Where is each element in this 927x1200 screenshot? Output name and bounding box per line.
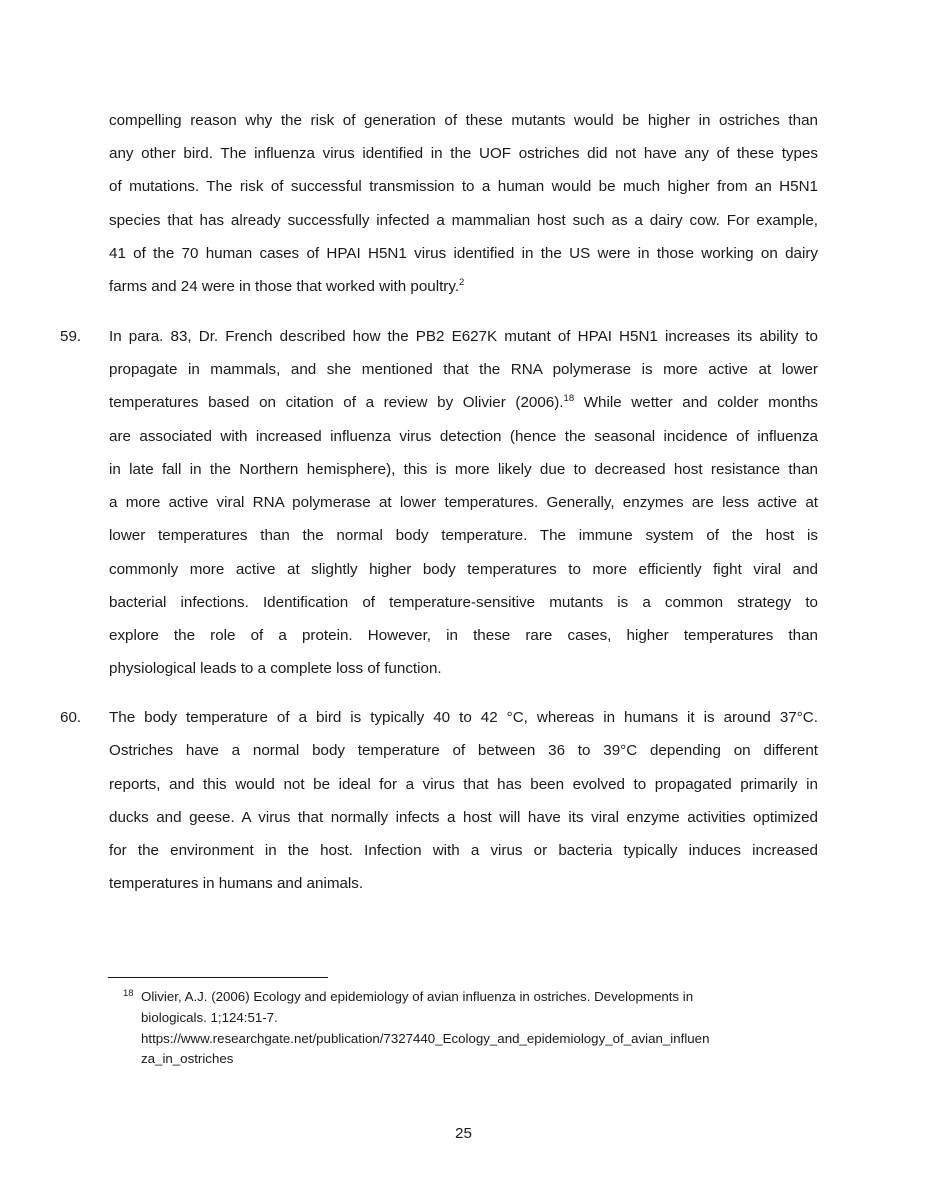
text-line: The body temperature of a bird is typically 40 to 42 °C, whereas in humans it is around 37°C. bbox=[109, 709, 818, 726]
text-line: bacterial infections. Identification of temperature-sensitive mutants is a common strategy to bbox=[109, 594, 818, 611]
footnote-line: biologicals. 1;124:51-7. bbox=[141, 1010, 278, 1025]
text-line: ducks and geese. A virus that normally infects a host will have its viral enzyme activities optimized bbox=[109, 809, 818, 826]
text-line: In para. 83, Dr. French described how the PB2 E627K mutant of HPAI H5N1 increases its ability to bbox=[109, 328, 818, 345]
paragraph-number: 59. bbox=[60, 328, 82, 345]
text-line: commonly more active at slightly higher body temperatures to more efficiently fight viral and bbox=[109, 561, 818, 578]
text-line: propagate in mammals, and she mentioned that the RNA polymerase is more active at lower bbox=[109, 361, 818, 378]
page-number: 25 bbox=[455, 1125, 472, 1142]
text-line: temperatures based on citation of a review by Olivier (2006).$^{18}$ While wetter and colder months bbox=[109, 393, 818, 411]
text-line: temperatures in humans and animals. bbox=[109, 875, 364, 892]
footnote-url[interactable]: https://www.researchgate.net/publication/7327440_Ecology_and_epidemiology_of_avian_influen bbox=[141, 1031, 710, 1046]
footnote-url[interactable]: za_in_ostriches bbox=[141, 1051, 234, 1066]
text-line: any other bird. The influenza virus identified in the UOF ostriches did not have any of these types bbox=[109, 145, 818, 162]
text-line: compelling reason why the risk of generation of these mutants would be higher in ostriches than bbox=[109, 112, 818, 129]
text-line: reports, and this would not be ideal for a virus that has been evolved to propagated primarily in bbox=[109, 776, 818, 793]
text-line: physiological leads to a complete loss of function. bbox=[109, 660, 442, 677]
paragraph-number: 60. bbox=[60, 709, 82, 726]
footnote-separator bbox=[108, 977, 328, 978]
footnote-ref[interactable]: 2 bbox=[459, 277, 465, 288]
text-line: a more active viral RNA polymerase at lower temperatures. Generally, enzymes are less active at bbox=[109, 494, 818, 511]
text-line: explore the role of a protein. However, in these rare cases, higher temperatures than bbox=[109, 627, 818, 644]
text-line: 41 of the 70 human cases of HPAI H5N1 virus identified in the US were in those working on dairy bbox=[109, 245, 818, 262]
text-line: for the environment in the host. Infection with a virus or bacteria typically induces increased bbox=[109, 842, 818, 859]
text-line: lower temperatures than the normal body temperature. The immune system of the host is bbox=[109, 527, 818, 544]
text-line: farms and 24 were in those that worked with poultry.$^2$ bbox=[109, 277, 465, 295]
text-line: Ostriches have a normal body temperature of between 36 to 39°C depending on different bbox=[109, 742, 818, 759]
text-line: species that has already successfully infected a mammalian host such as a dairy cow. For example, bbox=[109, 212, 818, 229]
text-line: of mutations. The risk of successful transmission to a human would be much higher from an H5N1 bbox=[109, 178, 818, 195]
footnote-ref[interactable]: 18 bbox=[563, 393, 575, 404]
footnote-line: Olivier, A.J. (2006) Ecology and epidemiology of avian influenza in ostriches. Developments in bbox=[141, 989, 694, 1004]
text-line: are associated with increased influenza virus detection (hence the seasonal incidence of influenza bbox=[109, 428, 818, 445]
text-line: in late fall in the Northern hemisphere), this is more likely due to decreased host resistance than bbox=[109, 461, 818, 478]
footnote-marker: 18 bbox=[123, 988, 134, 999]
